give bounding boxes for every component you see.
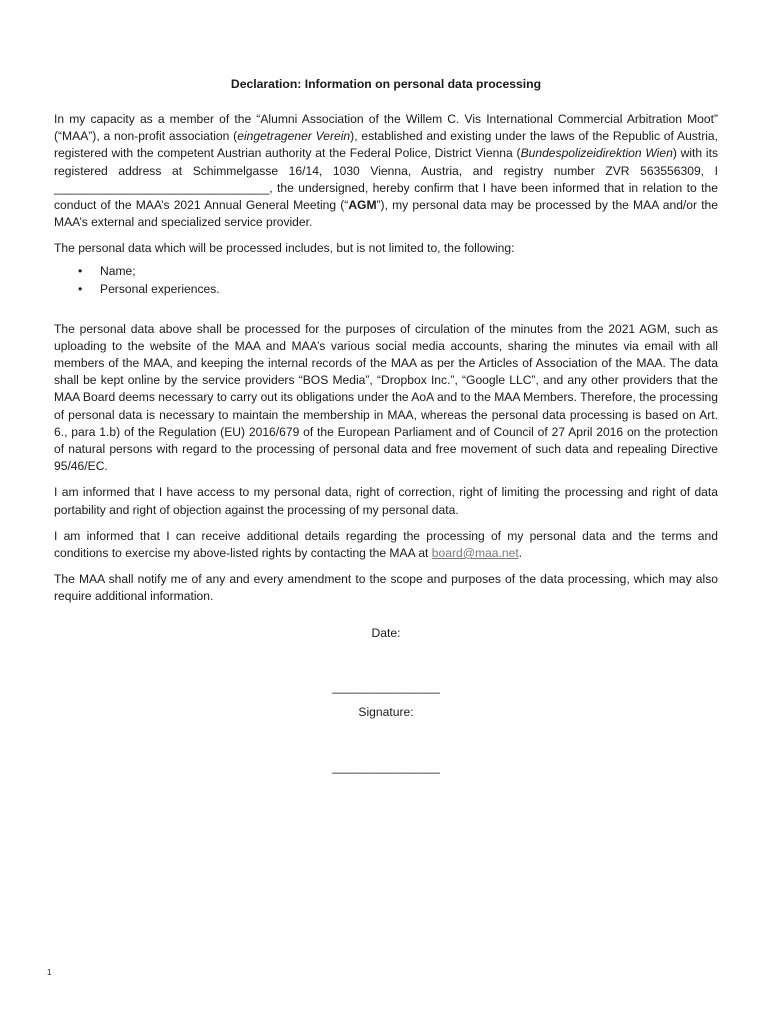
- contact-paragraph: [54, 528, 718, 562]
- document-page: [54, 76, 718, 776]
- bullet-icon: •: [78, 281, 83, 296]
- intro-text-a: In my capacity as a member of the “Alumni Association of the Willem C. Vis International Commercial Arbitration Moot” (“MAA”), a non-profit association (: [54, 112, 718, 144]
- contact-text-a: I am informed that I can receive additional details regarding the processing of my personal data and the terms and conditions to exercise my above-listed rights by contacting the MAA at: [54, 528, 718, 561]
- list-item: [78, 280, 718, 298]
- bullet-icon: •: [78, 263, 83, 278]
- intro-text-c: ) with its registered address at Schimmelgasse 16/14, 1030 Vienna, Austria, and registry number ZVR 563556309, I ________________________________, the undersigned, hereby confirm that I have been informed that in relation to the conduct of the MAA’s 2021 Annual General Meeting (“: [54, 146, 718, 213]
- intro-bold-agm: AGM: [348, 198, 377, 213]
- signature-label: Signature:: [358, 704, 414, 719]
- document-title: Declaration: Information on personal data processing: [230, 77, 542, 91]
- contact-text-b: .: [518, 546, 523, 561]
- list-item: [78, 262, 718, 280]
- spacer: [54, 298, 718, 321]
- rights-paragraph: I am informed that I have access to my personal data, right of correction, right of limiting the processing and right of data portability and right of objection against the processing of my personal data.: [54, 485, 718, 517]
- intro-italic-b: Bundespolizeidirektion Wien: [520, 146, 673, 161]
- date-label: Date:: [371, 625, 401, 640]
- list-item-text: Personal experiences.: [100, 281, 220, 296]
- page-number: 1: [47, 968, 52, 977]
- personal-data-list: [54, 262, 718, 298]
- list-item-text: Name;: [100, 263, 136, 278]
- purpose-paragraph: The personal data above shall be processed for the purposes of circulation of the minutes from the 2021 AGM, such as uploading to the website of the MAA and MAA’s various social media accounts, sharing the minutes via email with all members of the MAA, and keeping the internal records of the MAA as per the Articles of Association of the MAA. The data shall be kept online by the service providers “BOS Media”, “Dropbox Inc.”, “Google LLC”, and any other providers that the MAA Board deems necessary to carry out its obligations under the AoA and to the MAA Members. Therefore, the processing of personal data is necessary to maintain the membership in MAA, whereas the personal data processing is based on Art. 6., para 1.b) of the Regulation (EU) 2016/679 of the European Parliament and of Council of 27 April 2016 on the protection of natural persons with regard to the processing of personal data and free movement of such data and repealing Directive 95/46/EC.: [54, 321, 718, 474]
- amendment-paragraph: The MAA shall notify me of any and every amendment to the scope and purposes of the data processing, which may also require additional information.: [54, 572, 718, 604]
- date-line: ________________: [332, 679, 440, 694]
- signature-line: ________________: [332, 759, 440, 774]
- data-list-intro: The personal data which will be processed includes, but is not limited to, the following:: [54, 241, 515, 256]
- intro-italic-a: eingetragener Verein: [237, 129, 351, 144]
- intro-paragraph: [54, 111, 718, 231]
- email-link[interactable]: board@maa.net: [431, 546, 519, 561]
- intro-text-d: ”), my personal data may be processed by the MAA and/or the MAA’s external and specialized service provider.: [54, 198, 719, 230]
- intro-text-b: ), established and existing under the laws of the Republic of Austria, registered with the competent Austrian authority at the Federal Police, District Vienna (: [54, 129, 718, 161]
